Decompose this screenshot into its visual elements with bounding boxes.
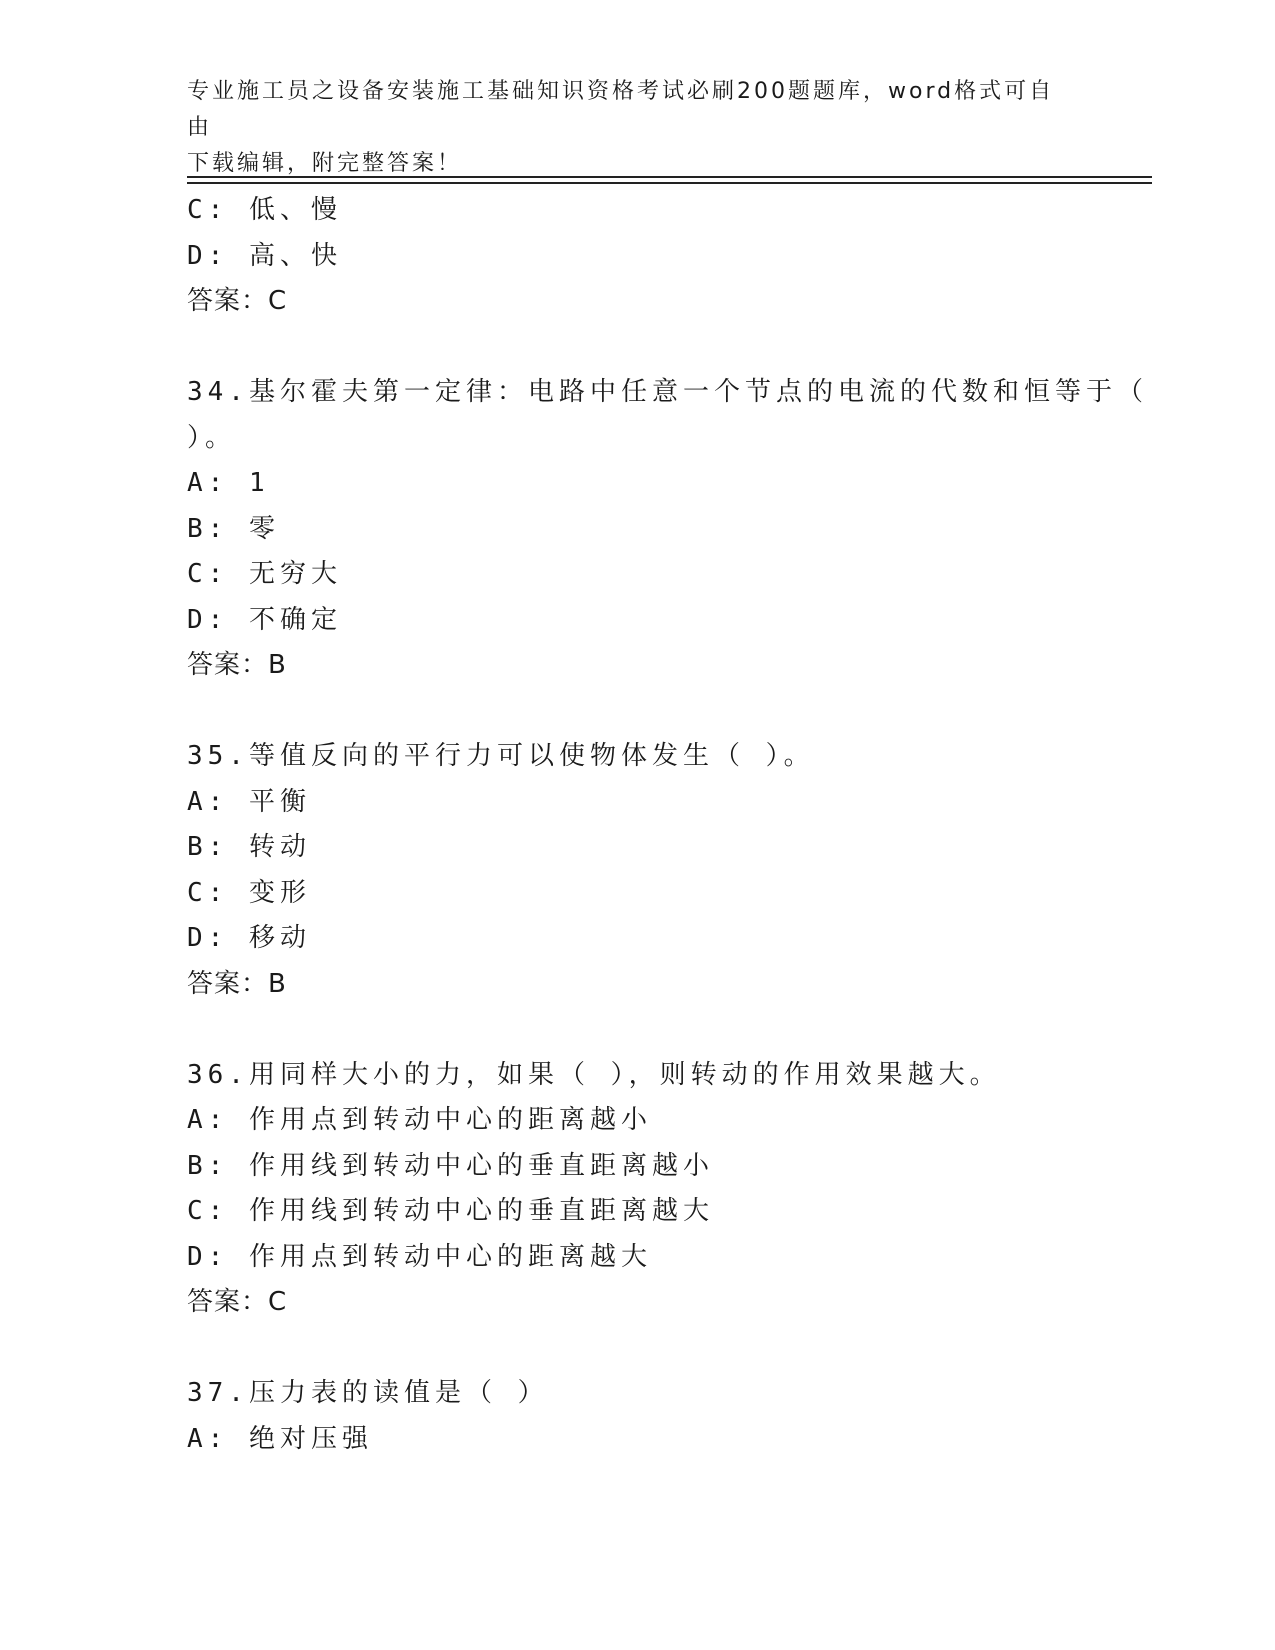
question-stem: 36.用同样大小的力，如果（ ），则转动的作用效果越大。 — [187, 1059, 1001, 1090]
option-c: C: 变形 — [187, 877, 311, 908]
option-d: D: 作用点到转动中心的距离越大 — [187, 1241, 652, 1272]
option-a: A: 1 — [187, 468, 270, 498]
question-stem: 37.压力表的读值是（ ） — [187, 1378, 549, 1408]
option-a: A: 绝对压强 — [187, 1423, 373, 1454]
question-content — [187, 188, 1148, 1462]
spacer — [187, 1326, 1087, 1372]
header-divider-bottom — [187, 182, 1152, 184]
answer: 答案：C — [187, 286, 288, 316]
spacer — [187, 325, 1087, 371]
question-36 — [187, 1053, 1087, 1326]
spacer — [187, 1007, 1087, 1053]
option-b: B: 作用线到转动中心的垂直距离越小 — [187, 1150, 714, 1181]
option-d: D: 不确定 — [187, 604, 342, 635]
question-stem: 35.等值反向的平行力可以使物体发生（ ）。 — [187, 741, 815, 771]
header-line-1: 专业施工员之设备安装施工基础知识资格考试必刷200题题库，word格式可自由 — [187, 79, 1055, 140]
option-a: A: 平衡 — [187, 786, 311, 817]
document-header — [187, 74, 1067, 182]
header-line-2: 下载编辑，附完整答案！ — [187, 151, 463, 176]
answer: 答案：B — [187, 968, 287, 999]
option-c: C: 低、慢 — [187, 195, 342, 225]
question-34 — [187, 370, 1148, 689]
answer: 答案：B — [187, 650, 287, 680]
question-35 — [187, 734, 1087, 1007]
option-a: A: 作用点到转动中心的距离越小 — [187, 1105, 652, 1135]
answer: 答案：C — [187, 1287, 288, 1317]
question-37 — [187, 1371, 1087, 1462]
option-d: D: 移动 — [187, 923, 311, 953]
spacer — [187, 689, 1087, 735]
option-c: C: 无穷大 — [187, 559, 342, 589]
question-stem-continued: ）。 — [187, 422, 237, 453]
question-stem: 34.基尔霍夫第一定律：电路中任意一个节点的电流的代数和恒等于（ — [187, 377, 1148, 407]
option-d: D: 高、快 — [187, 240, 342, 271]
question-33-fragment — [187, 188, 1087, 325]
option-c: C: 作用线到转动中心的垂直距离越大 — [187, 1196, 714, 1226]
option-b: B: 转动 — [187, 832, 311, 862]
header-divider-top — [187, 176, 1152, 178]
option-b: B: 零 — [187, 513, 280, 544]
